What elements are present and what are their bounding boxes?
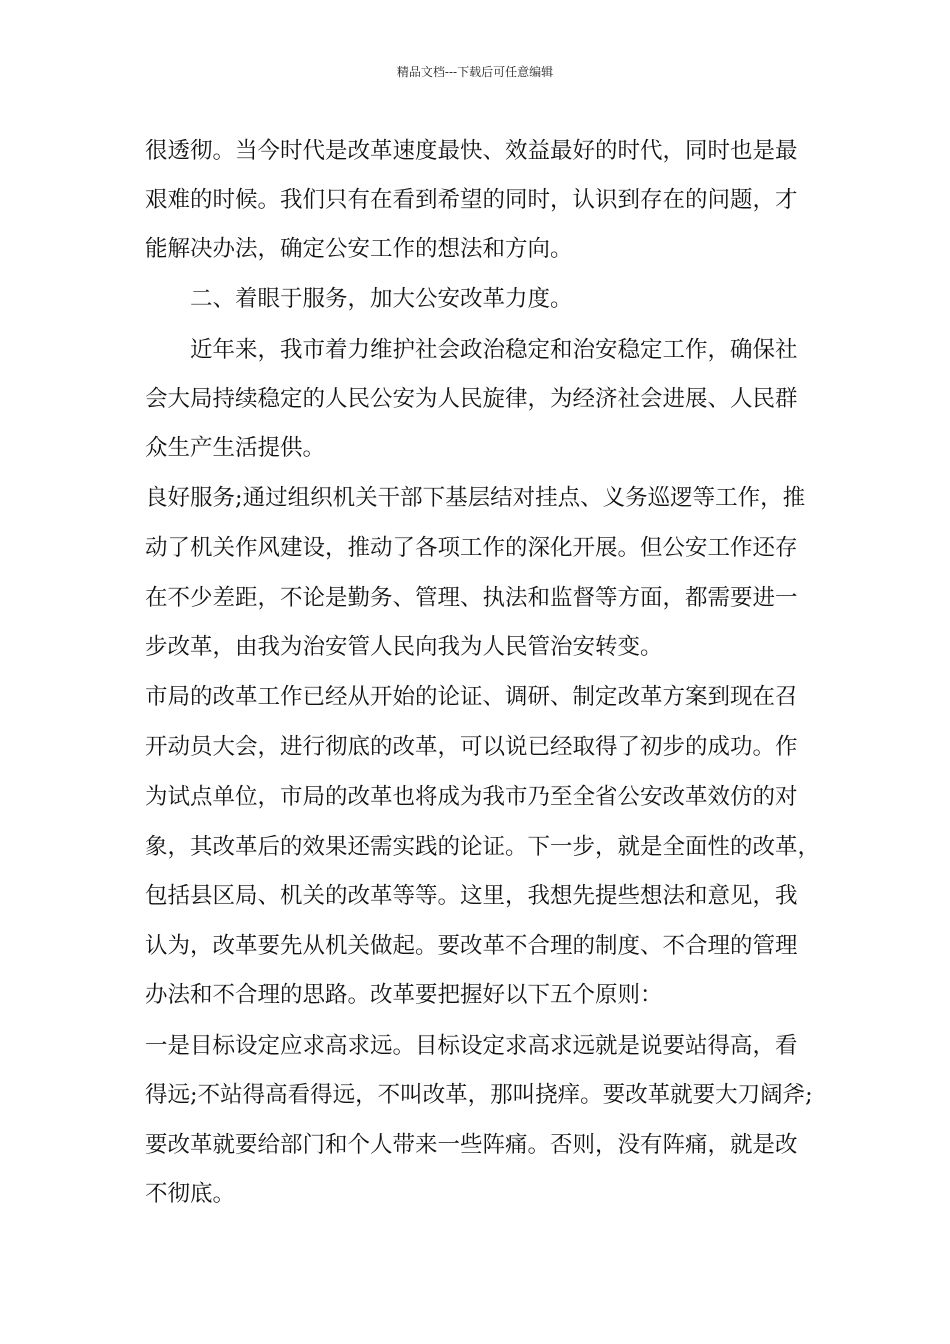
text-line: 在不少差距，不论是勤务、管理、执法和监督等方面，都需要进一 [145,585,798,611]
text-line: 能解决办法，确定公安工作的想法和方向。 [145,236,573,262]
text-line: 一是目标设定应求高求远。目标设定求高求远就是说要站得高，看 [145,1033,798,1059]
text-line: 很透彻。当今时代是改革速度最快、效益最好的时代，同时也是最 [145,138,798,164]
text-line: 步改革，由我为治安管人民向我为人民管治安转变。 [145,634,663,660]
page-header: 精品文档---下载后可任意编辑 [396,65,554,79]
text-line: 会大局持续稳定的人民公安为人民旋律，为经济社会进展、人民群 [145,386,798,412]
text-line: 象，其改革后的效果还需实践的论证。下一步，就是全面性的改革， [145,834,821,860]
text-line: 要改革就要给部门和个人带来一些阵痛。否则，没有阵痛，就是改 [145,1132,798,1158]
text-line: 不彻底。 [145,1181,236,1207]
text-line: 得远;不站得高看得远，不叫改革，那叫挠痒。要改革就要大刀阔斧; [145,1082,813,1108]
text-line: 包括县区局、机关的改革等等。这里，我想先提些想法和意见，我 [145,883,798,909]
text-line: 近年来，我市着力维护社会政治稳定和治安稳定工作，确保社 [145,337,798,363]
text-line: 认为，改革要先从机关做起。要改革不合理的制度、不合理的管理 [145,933,798,959]
text-line: 动了机关作风建设，推动了各项工作的深化开展。但公安工作还存 [145,535,798,561]
section-heading: 二、着眼于服务，加大公安改革力度。 [145,286,573,312]
text-line: 为试点单位，市局的改革也将成为我市乃至全省公安改革效仿的对 [145,784,798,810]
text-line: 开动员大会，进行彻底的改革，可以说已经取得了初步的成功。作 [145,734,798,760]
text-line: 市局的改革工作已经从开始的论证、调研、制定改革方案到现在召 [145,684,798,710]
text-line: 良好服务;通过组织机关干部下基层结对挂点、义务巡逻等工作，推 [145,485,806,511]
text-line: 众生产生活提供。 [145,435,326,461]
text-line: 艰难的时候。我们只有在看到希望的同时，认识到存在的问题，才 [145,187,798,213]
text-line: 办法和不合理的思路。改革要把握好以下五个原则： [145,982,663,1008]
